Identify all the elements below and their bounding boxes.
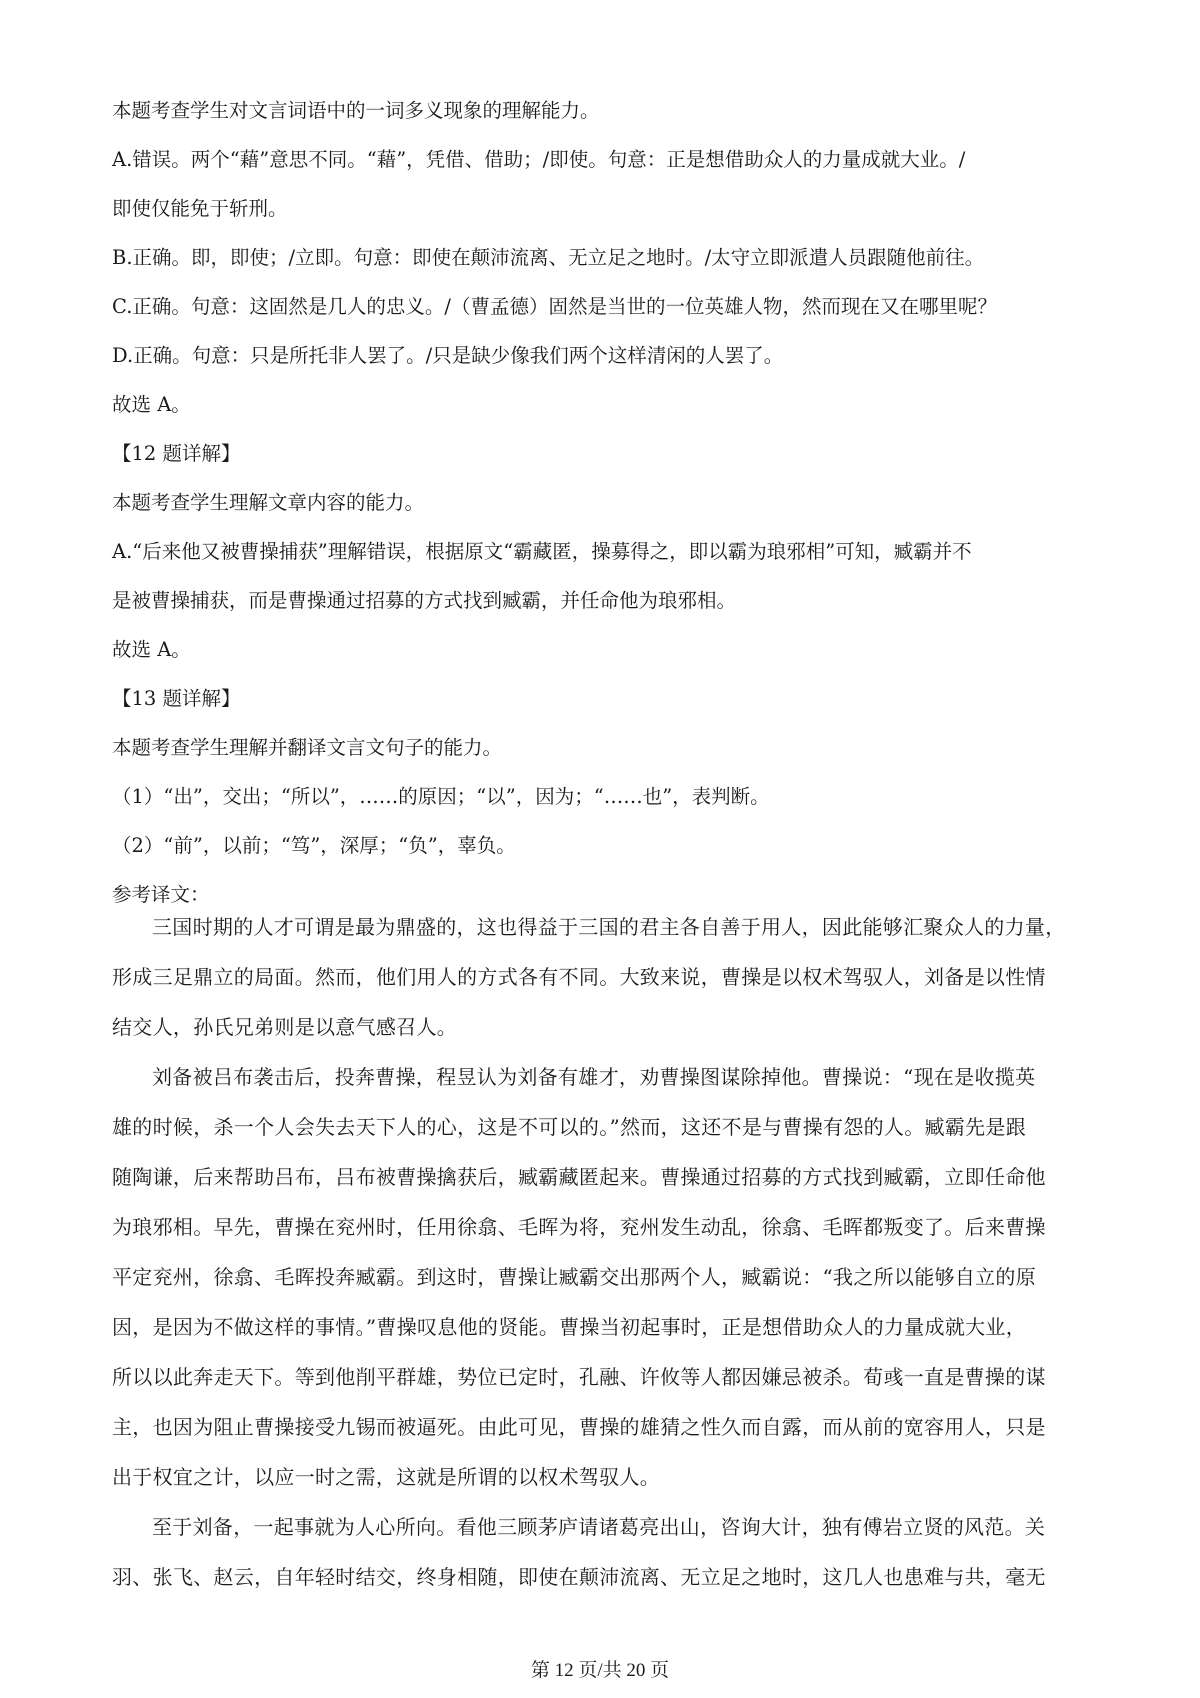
section-11-intro: 本题考查学生对文言词语中的一词多义现象的理解能力。 [112,99,600,122]
section-11-explanation [112,86,1098,919]
section-11-option-d: D.正确。句意：只是所托非人罢了。/只是缺少像我们两个这样清闲的人罢了。 [112,344,784,367]
page-number: 第 12 页/共 20 页 [530,1660,670,1681]
translation-line: 所以以此奔走天下。等到他削平群雄，势位已定时，孔融、许攸等人都因嫌忌被杀。荀彧一直是曹操的谋 [112,1365,1046,1389]
section-12-option-a-line-1: A.“后来他又被曹操捕获”理解错误，根据原文“霸藏匿，操募得之，即以霸为琅邪相”可知，臧霸并不 [112,540,972,563]
section-12-intro: 本题考查学生理解文章内容的能力。 [112,491,425,514]
section-12-answer: 故选 A。 [112,638,191,661]
section-13-item-2: （2）“前”，以前；“笃”，深厚；“负”，辜负。 [112,834,516,857]
translation-line: 雄的时候，杀一个人会失去天下人的心，这是不可以的。”然而，这还不是与曹操有怨的人。臧霸先是跟 [112,1115,1027,1139]
translation-line: 为琅邪相。早先，曹操在兖州时，任用徐翕、毛晖为将，兖州发生动乱，徐翕、毛晖都叛变了。后来曹操 [112,1215,1046,1239]
translation-line: 随陶谦，后来帮助吕布，吕布被曹操擒获后，臧霸藏匿起来。曹操通过招募的方式找到臧霸，立即任命他 [112,1165,1046,1189]
reference-translation [112,902,1098,1602]
translation-paragraph-3 [112,1502,1098,1602]
translation-paragraph-1 [112,902,1098,1052]
translation-line: 羽、张飞、赵云，自年轻时结交，终身相随，即使在颠沛流离、无立足之地时，这几人也患难与共，毫无 [112,1565,1046,1589]
translation-line: 平定兖州，徐翕、毛晖投奔臧霸。到这时，曹操让臧霸交出那两个人，臧霸说：“我之所以能够自立的原 [112,1265,1037,1289]
section-13-item-1: （1）“出”，交出；“所以”，……的原因；“以”，因为；“……也”，表判断。 [112,785,770,808]
translation-line: 形成三足鼎立的局面。然而，他们用人的方式各有不同。大致来说，曹操是以权术驾驭人，刘备是以性情 [112,965,1046,989]
translation-line: 因，是因为不做这样的事情。”曹操叹息他的贤能。曹操当初起事时，正是想借助众人的力量成就大业， [112,1315,1027,1339]
translation-line: 刘备被吕布袭击后，投奔曹操，程昱认为刘备有雄才，劝曹操图谋除掉他。曹操说：“现在是收揽英 [152,1065,1036,1089]
section-12-heading: 【12 题详解】 [112,442,241,465]
section-11-option-a-line-1: A.错误。两个“藉”意思不同。“藉”，凭借、借助；/即使。句意：正是想借助众人的力量成就大业。/ [112,148,966,171]
section-11-answer: 故选 A。 [112,393,191,416]
section-13-heading: 【13 题详解】 [112,687,241,710]
section-11-option-b: B.正确。即，即使；/立即。句意：即使在颠沛流离、无立足之地时。/太守立即派遣人员跟随他前往。 [112,246,985,269]
translation-line: 三国时期的人才可谓是最为鼎盛的，这也得益于三国的君主各自善于用人，因此能够汇聚众人的力量， [152,915,1066,939]
translation-line: 主，也因为阻止曹操接受九锡而被逼死。由此可见，曹操的雄猜之性久而自露，而从前的宽容用人，只是 [112,1415,1046,1439]
translation-line: 结交人，孙氏兄弟则是以意气感召人。 [112,1015,458,1039]
section-12-option-a-line-2: 是被曹操捕获，而是曹操通过招募的方式找到臧霸，并任命他为琅邪相。 [112,589,737,612]
translation-paragraph-2 [112,1052,1098,1502]
translation-line: 至于刘备，一起事就为人心所向。看他三顾茅庐请诸葛亮出山，咨询大计，独有傅岩立贤的风范。关 [152,1515,1046,1539]
section-11-option-a-line-2: 即使仅能免于斩刑。 [112,197,288,220]
section-11-option-c: C.正确。句意：这固然是几人的忠义。/（曹孟德）固然是当世的一位英雄人物，然而现在又在哪里呢？ [112,295,997,318]
section-13-intro: 本题考查学生理解并翻译文言文句子的能力。 [112,736,503,759]
translation-line: 出于权宜之计，以应一时之需，这就是所谓的以权术驾驭人。 [112,1465,661,1489]
reference-translation-label: 参考译文： [112,883,210,906]
